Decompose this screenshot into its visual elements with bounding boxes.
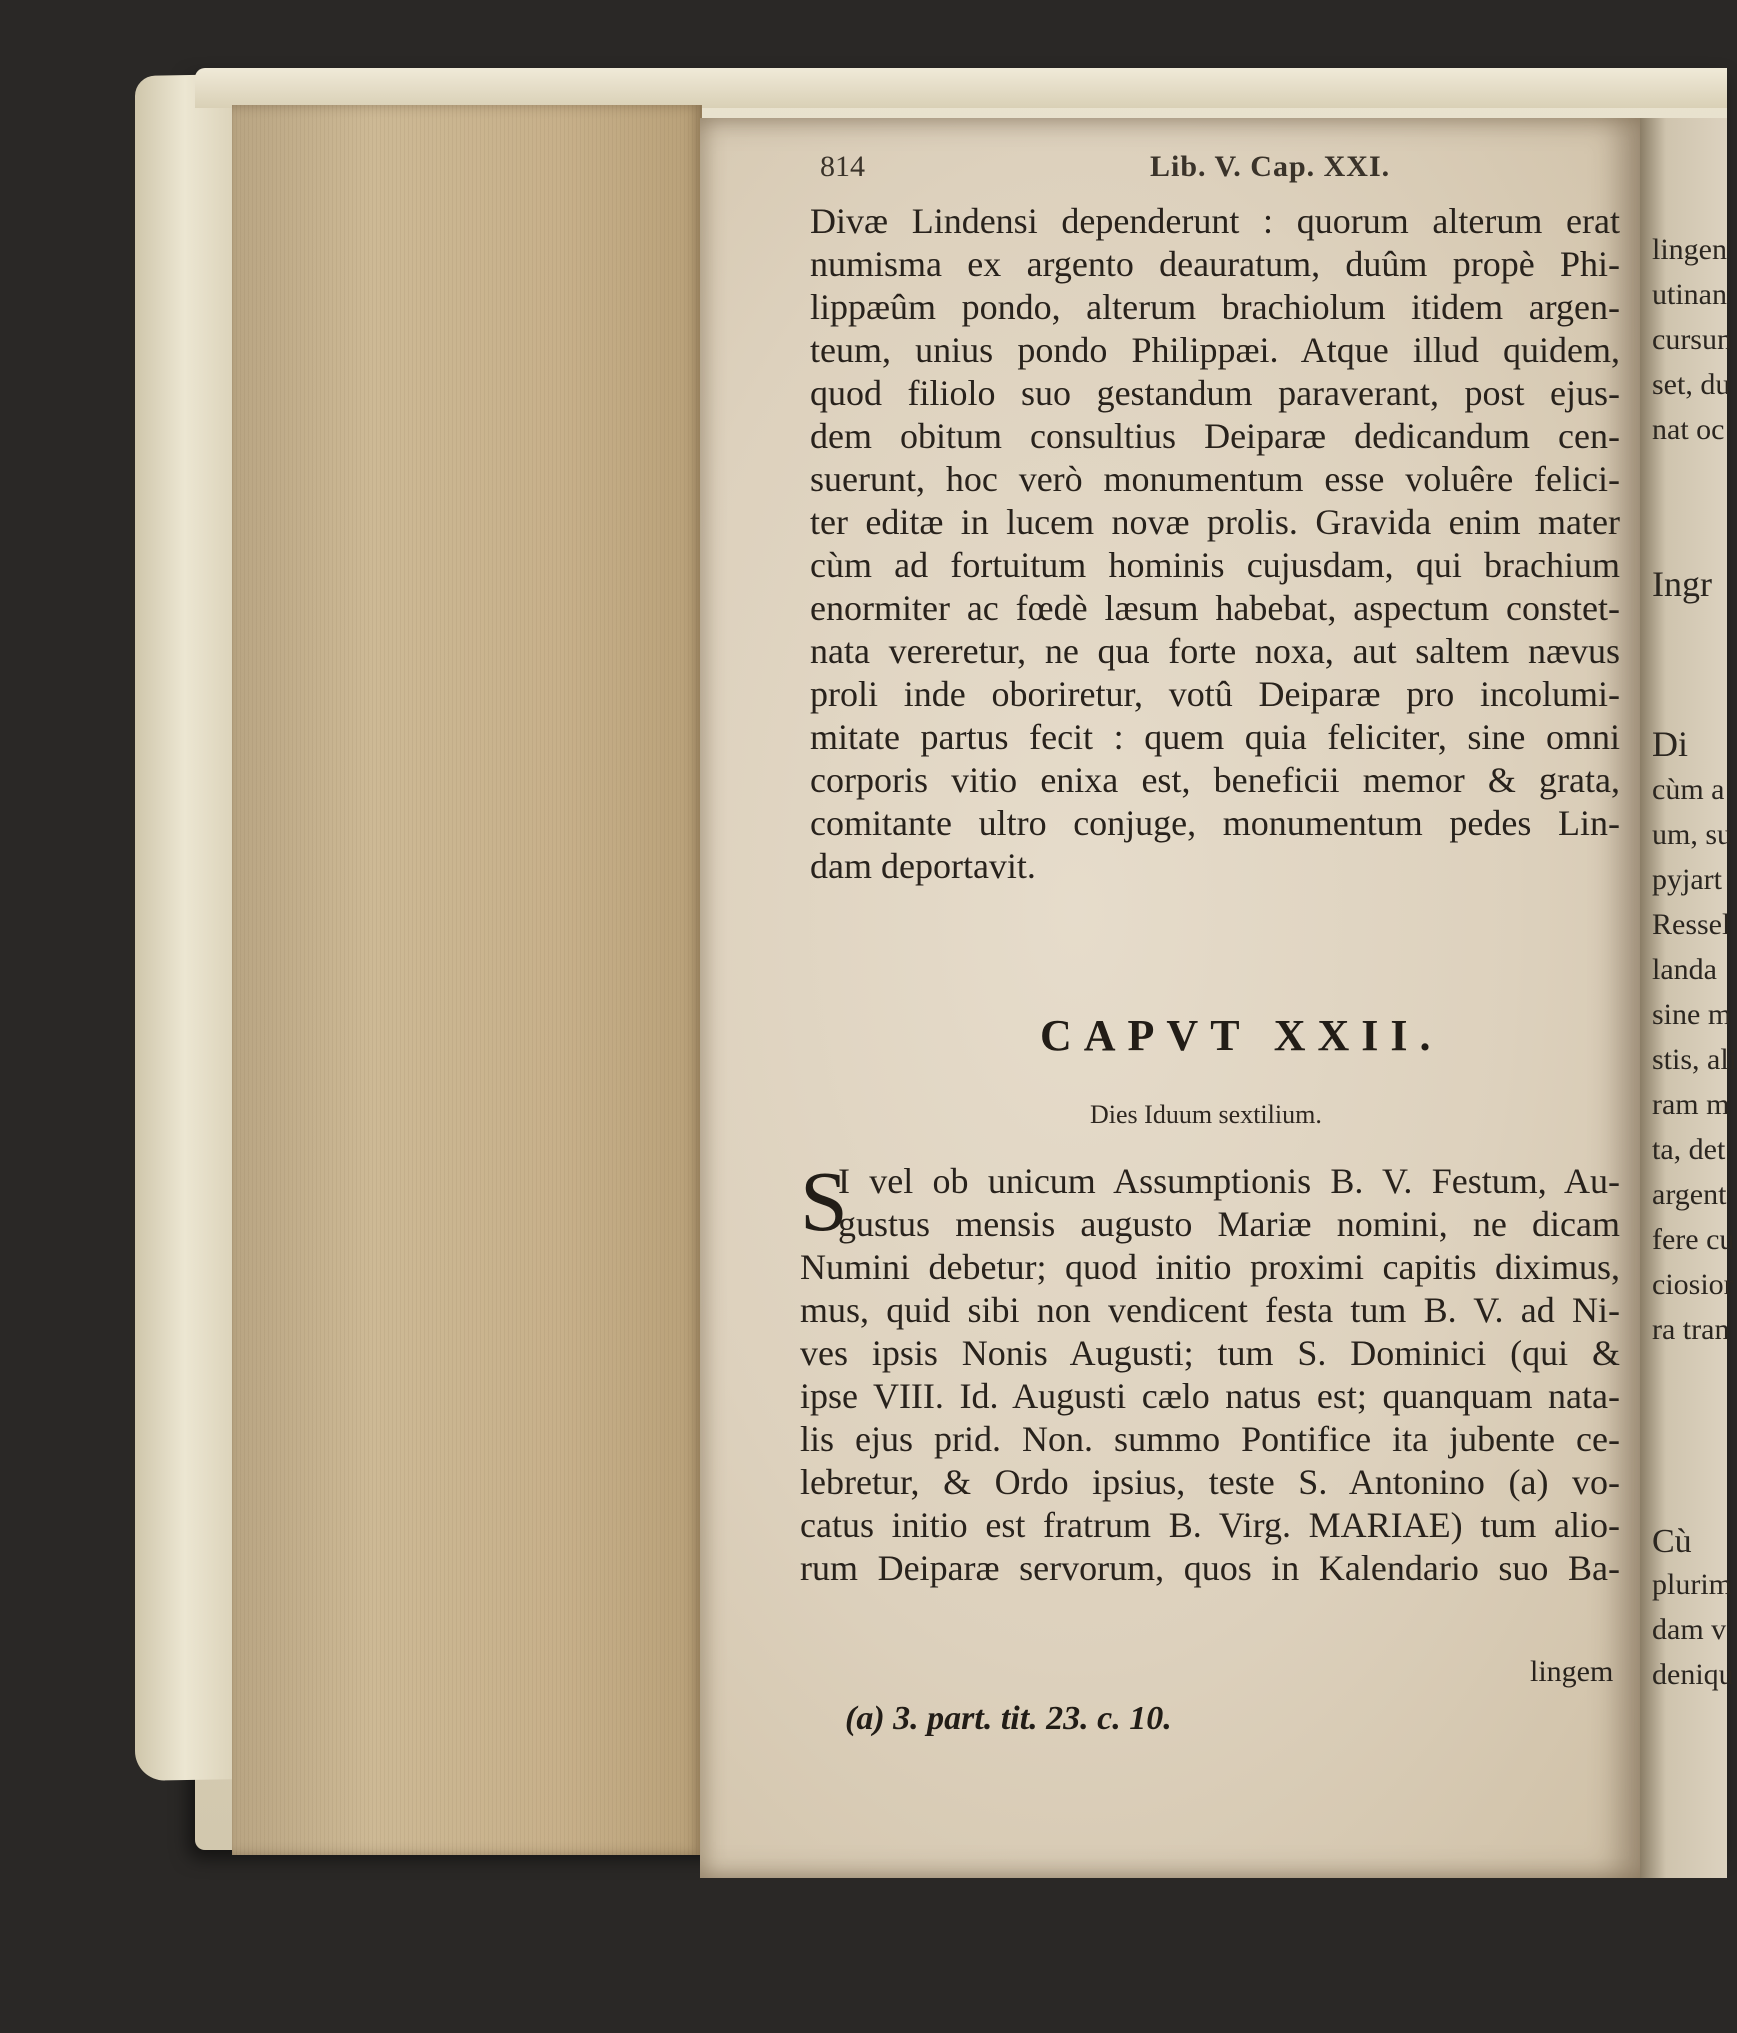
text-line: proli inde oboriretur, votû Deiparæ pro incolumi- bbox=[810, 674, 1620, 714]
text-line: catus initio est fratrum B. Virg. MARIAE) tum alio- bbox=[800, 1505, 1620, 1545]
facing-fragment: ciosior bbox=[1652, 1268, 1734, 1301]
text-line: ter editæ in lucem novæ prolis. Gravida enim mater bbox=[810, 502, 1620, 542]
text-line: cùm ad fortuitum hominis cujusdam, qui brachium bbox=[810, 545, 1620, 585]
facing-page-strip bbox=[1640, 118, 1737, 1878]
text-line: lebretur, & Ordo ipsius, teste S. Antonino (a) vo- bbox=[800, 1462, 1620, 1502]
footnote: (a) 3. part. tit. 23. c. 10. bbox=[845, 1700, 1172, 1737]
facing-fragment: dam v bbox=[1652, 1613, 1727, 1646]
text-line: ves ipsis Nonis Augusti; tum S. Dominici (qui & bbox=[800, 1333, 1620, 1373]
text-line: comitante ultro conjuge, monumentum pedes Lin- bbox=[810, 803, 1620, 843]
text-line: nata vereretur, ne qua forte noxa, aut saltem nævus bbox=[810, 631, 1620, 671]
text-line: lippæûm pondo, alterum brachiolum itidem argen- bbox=[810, 287, 1620, 327]
chapter-subtitle: Dies Iduum sextilium. bbox=[1090, 1100, 1322, 1129]
facing-fragment: landa bbox=[1652, 953, 1717, 986]
facing-fragment: sine m bbox=[1652, 998, 1732, 1031]
facing-fragment: ta, det bbox=[1652, 1133, 1726, 1166]
text-line: teum, unius pondo Philippæi. Atque illud quidem, bbox=[810, 330, 1620, 370]
text-line: Numini debetur; quod initio proximi capitis diximus, bbox=[800, 1247, 1620, 1287]
text-line: numisma ex argento deauratum, duûm propè Phi- bbox=[810, 244, 1620, 284]
book-cover-top bbox=[195, 68, 1727, 108]
page-number: 814 bbox=[820, 150, 865, 183]
facing-fragment: nat oc bbox=[1652, 413, 1725, 446]
facing-fragment: plurim bbox=[1652, 1568, 1732, 1601]
facing-fragment: cursun bbox=[1652, 323, 1732, 356]
facing-fragment: argent bbox=[1652, 1178, 1727, 1211]
text-line: quod filiolo suo gestandum paraverant, post ejus- bbox=[810, 373, 1620, 413]
facing-fragment: um, su bbox=[1652, 818, 1733, 851]
facing-fragment: ram m bbox=[1652, 1088, 1730, 1121]
text-line: enormiter ac fœdè læsum habebat, aspectum constet- bbox=[810, 588, 1620, 628]
text-line: ipse VIII. Id. Augusti cælo natus est; quanquam nata- bbox=[800, 1376, 1620, 1416]
facing-fragment: pyjart bbox=[1652, 863, 1722, 896]
text-line: suerunt, hoc verò monumentum esse voluêre felici- bbox=[810, 459, 1620, 499]
paragraph-1 bbox=[810, 200, 1620, 888]
text-line: rum Deiparæ servorum, quos in Kalendario suo Ba- bbox=[800, 1548, 1620, 1588]
text-line: I vel ob unicum Assumptionis B. V. Festum, Au- bbox=[838, 1161, 1620, 1201]
facing-fragment: set, du bbox=[1652, 368, 1731, 401]
text-line: mus, quid sibi non vendicent festa tum B. V. ad Ni- bbox=[800, 1290, 1620, 1330]
text-line: corporis vitio enixa est, beneficii memor & grata, bbox=[810, 760, 1620, 800]
paragraph-2 bbox=[800, 1153, 1620, 1590]
catchword: lingem bbox=[1530, 1655, 1614, 1688]
facing-fragment: fere cu bbox=[1652, 1223, 1735, 1256]
facing-fragment: cùm a bbox=[1652, 773, 1725, 806]
book-cover-edge bbox=[135, 74, 245, 1781]
facing-fragment: Di bbox=[1652, 724, 1688, 764]
text-line: dem obitum consultius Deiparæ dedicandum cen- bbox=[810, 416, 1620, 456]
facing-fragment: Cù bbox=[1652, 1523, 1692, 1560]
text-line: Divæ Lindensi dependerunt : quorum alterum erat bbox=[810, 201, 1620, 241]
facing-fragment: lingen bbox=[1652, 233, 1727, 266]
page-header bbox=[820, 150, 1400, 190]
text-line: mitate partus fecit : quem quia feliciter, sine omni bbox=[810, 717, 1620, 757]
drop-capital: S bbox=[800, 1153, 848, 1249]
facing-fragment: deniqu bbox=[1652, 1658, 1734, 1691]
facing-fragment: Ingr bbox=[1652, 564, 1712, 604]
running-head: Lib. V. Cap. XXI. bbox=[1150, 150, 1391, 183]
facing-fragment: Ressel bbox=[1652, 908, 1731, 941]
facing-fragment: ra tran bbox=[1652, 1313, 1730, 1346]
chapter-title: CAPVT XXII. bbox=[1040, 1011, 1443, 1060]
text-line: dam deportavit. bbox=[810, 846, 1036, 886]
text-line: gustus mensis augusto Mariæ nomini, ne dicam bbox=[838, 1204, 1620, 1244]
facing-fragment: utinan bbox=[1652, 278, 1727, 311]
text-line: lis ejus prid. Non. summo Pontifice ita jubente ce- bbox=[800, 1419, 1620, 1459]
page-stack-edge bbox=[232, 105, 702, 1855]
facing-fragment: stis, ali bbox=[1652, 1043, 1737, 1076]
